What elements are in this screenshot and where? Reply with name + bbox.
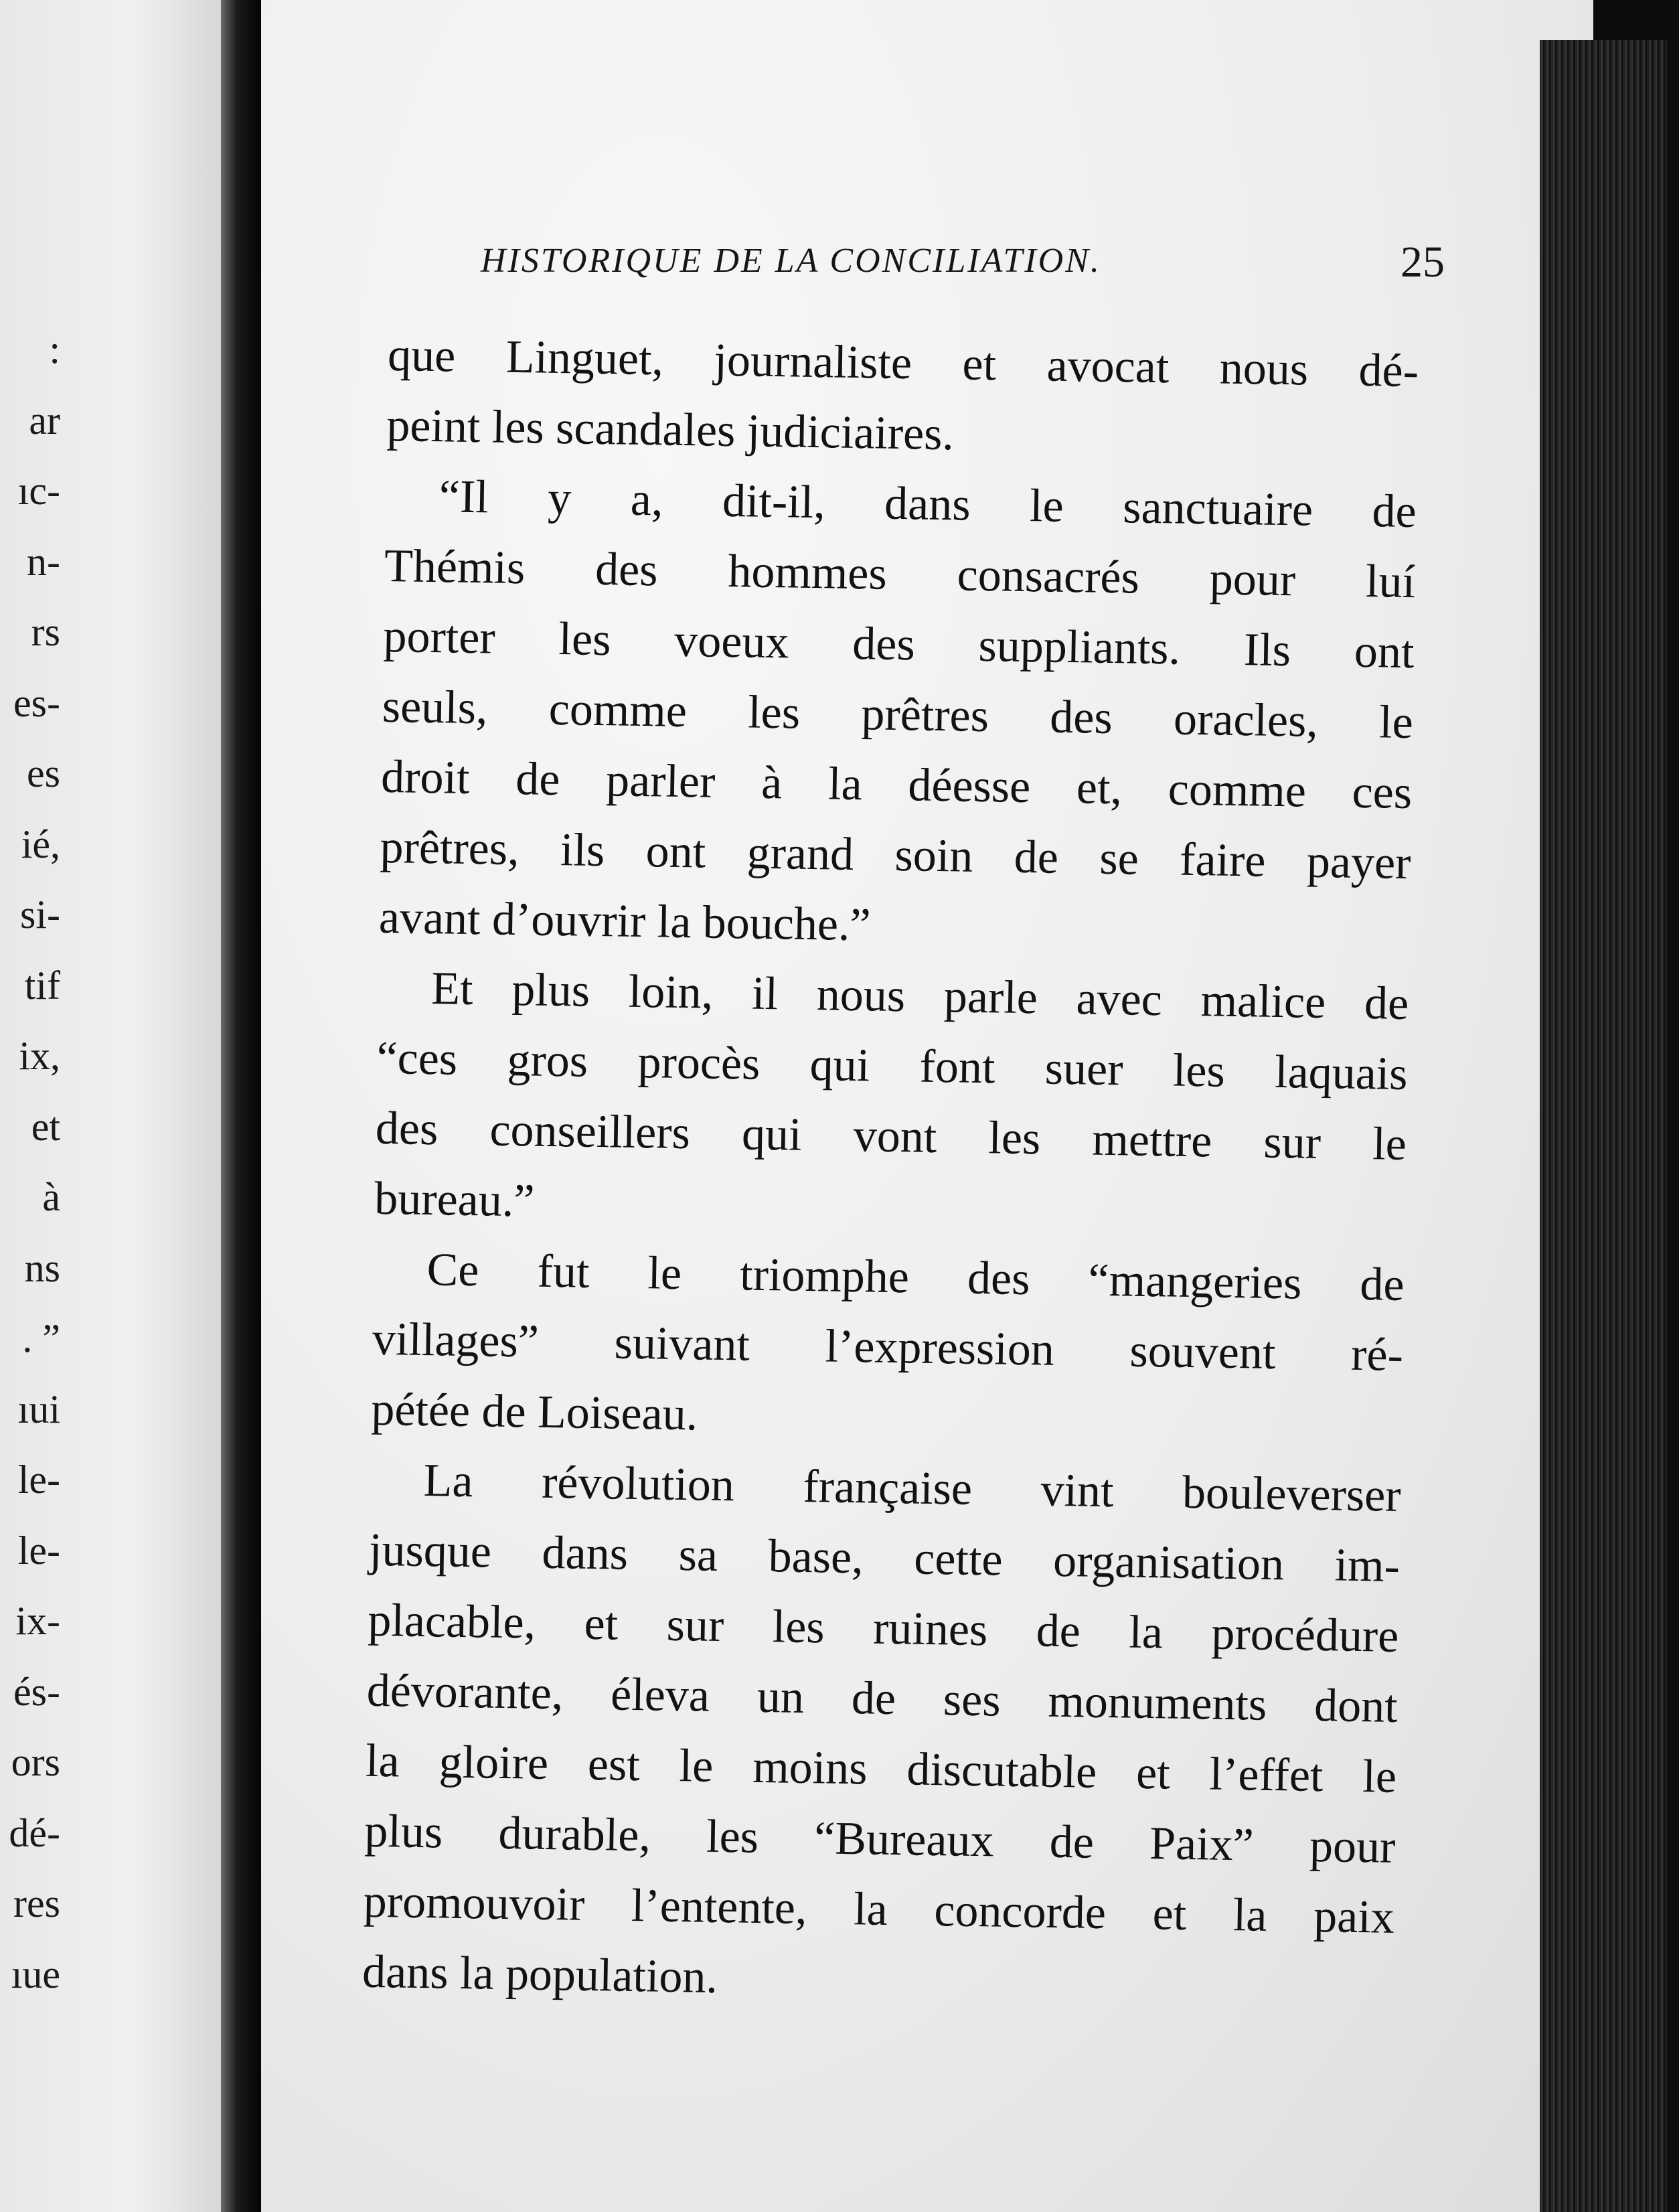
text-line: dévorante, éleva un de ses monuments dont [366, 1664, 1398, 1733]
body-text [362, 320, 1419, 2023]
text-line: seuls, comme les prêtres des oracles, le [382, 680, 1414, 749]
previous-page-fragment: : [49, 327, 60, 372]
text-line: pétée de Loiseau. [370, 1383, 698, 1441]
previous-page-fragment: ié, [21, 821, 60, 866]
previous-page-fragment: ar [29, 398, 60, 443]
previous-page-fragment: ix- [15, 1599, 60, 1643]
text-line: droit de parler à la déesse et, comme ces [380, 750, 1413, 819]
previous-page-fragment: rs [31, 610, 60, 654]
previous-page-fragment: ıui [17, 1387, 60, 1431]
previous-page-fragment: ors [11, 1740, 60, 1784]
text-line: bureau.” [374, 1172, 535, 1227]
text-line: plus durable, les “Bureaux de Paix” pour [364, 1805, 1396, 1873]
previous-page-fragment: ix, [19, 1034, 60, 1078]
text-line: villages” suivant l’expression souvent ré- [372, 1313, 1404, 1381]
previous-page-fragment: ıc- [17, 469, 60, 513]
running-head [481, 238, 1445, 295]
paragraph [362, 1445, 1401, 2023]
paragraph [386, 320, 1419, 477]
paragraph [374, 953, 1409, 1250]
previous-page-fragment: és- [13, 1669, 60, 1714]
text-line: “ces gros procès qui font suer les laquais [376, 1032, 1409, 1101]
text-line: La révolution française vint bouleverser [423, 1455, 1402, 1522]
previous-page-fragment: ıue [11, 1952, 60, 1996]
text-line: que Linguet, journaliste et avocat nous dé- [387, 329, 1419, 398]
previous-page-fragment: tif [24, 963, 60, 1008]
paragraph [378, 461, 1417, 969]
text-line: dans la population. [362, 1946, 718, 2004]
previous-page-edge [0, 0, 221, 2212]
previous-page-fragment: n- [27, 539, 60, 584]
text-line: des conseillers qui vont les mettre sur le [375, 1102, 1407, 1171]
text-line: prêtres, ils ont grand soin de se faire payer [380, 821, 1412, 890]
text-line: peint les scandales judiciaires. [386, 399, 955, 461]
page-stack-edge [1540, 40, 1667, 2212]
previous-page-fragment: es [27, 751, 60, 795]
page-number: 25 [1401, 238, 1445, 287]
previous-page-fragment: res [13, 1881, 60, 1925]
text-line: Thémis des hommes consacrés pour luí [384, 540, 1416, 609]
text-line: placable, et sur les ruines de la procédure [367, 1594, 1399, 1662]
previous-page-fragment: . ” [22, 1316, 60, 1360]
previous-page-fragment: si- [20, 892, 60, 937]
text-line: Et plus loin, il nous parle avec malice de [430, 963, 1409, 1030]
text-line: jusque dans sa base, cette organisation im- [368, 1524, 1401, 1592]
book-gutter [221, 0, 261, 2212]
text-line: promouvoir l’entente, la concorde et la paix [363, 1875, 1395, 1944]
previous-page-fragment: et [31, 1104, 60, 1149]
previous-page-fragment: ns [24, 1245, 60, 1290]
previous-page-fragment: le- [17, 1457, 60, 1502]
text-line: la gloire est le moins discutable et l’effet le [365, 1735, 1397, 1803]
previous-page-fragment: à [42, 1175, 60, 1219]
previous-page-fragment: es- [13, 680, 60, 725]
previous-page-fragment: dé- [9, 1810, 60, 1855]
text-line: porter les voeux des suppliants. Ils ont [382, 610, 1415, 679]
previous-page-text-fragments [0, 315, 60, 2010]
text-line: “Il y a, dit-il, dans le sanctuaire de [438, 471, 1417, 538]
running-title: HISTORIQUE DE LA CONCILIATION. [481, 242, 1101, 280]
text-line: avant d’ouvrir la bouche.” [378, 891, 872, 951]
previous-page-fragment: le- [17, 1528, 60, 1573]
text-line: Ce fut le triomphe des “mangeries de [426, 1244, 1405, 1312]
paragraph [371, 1234, 1405, 1461]
